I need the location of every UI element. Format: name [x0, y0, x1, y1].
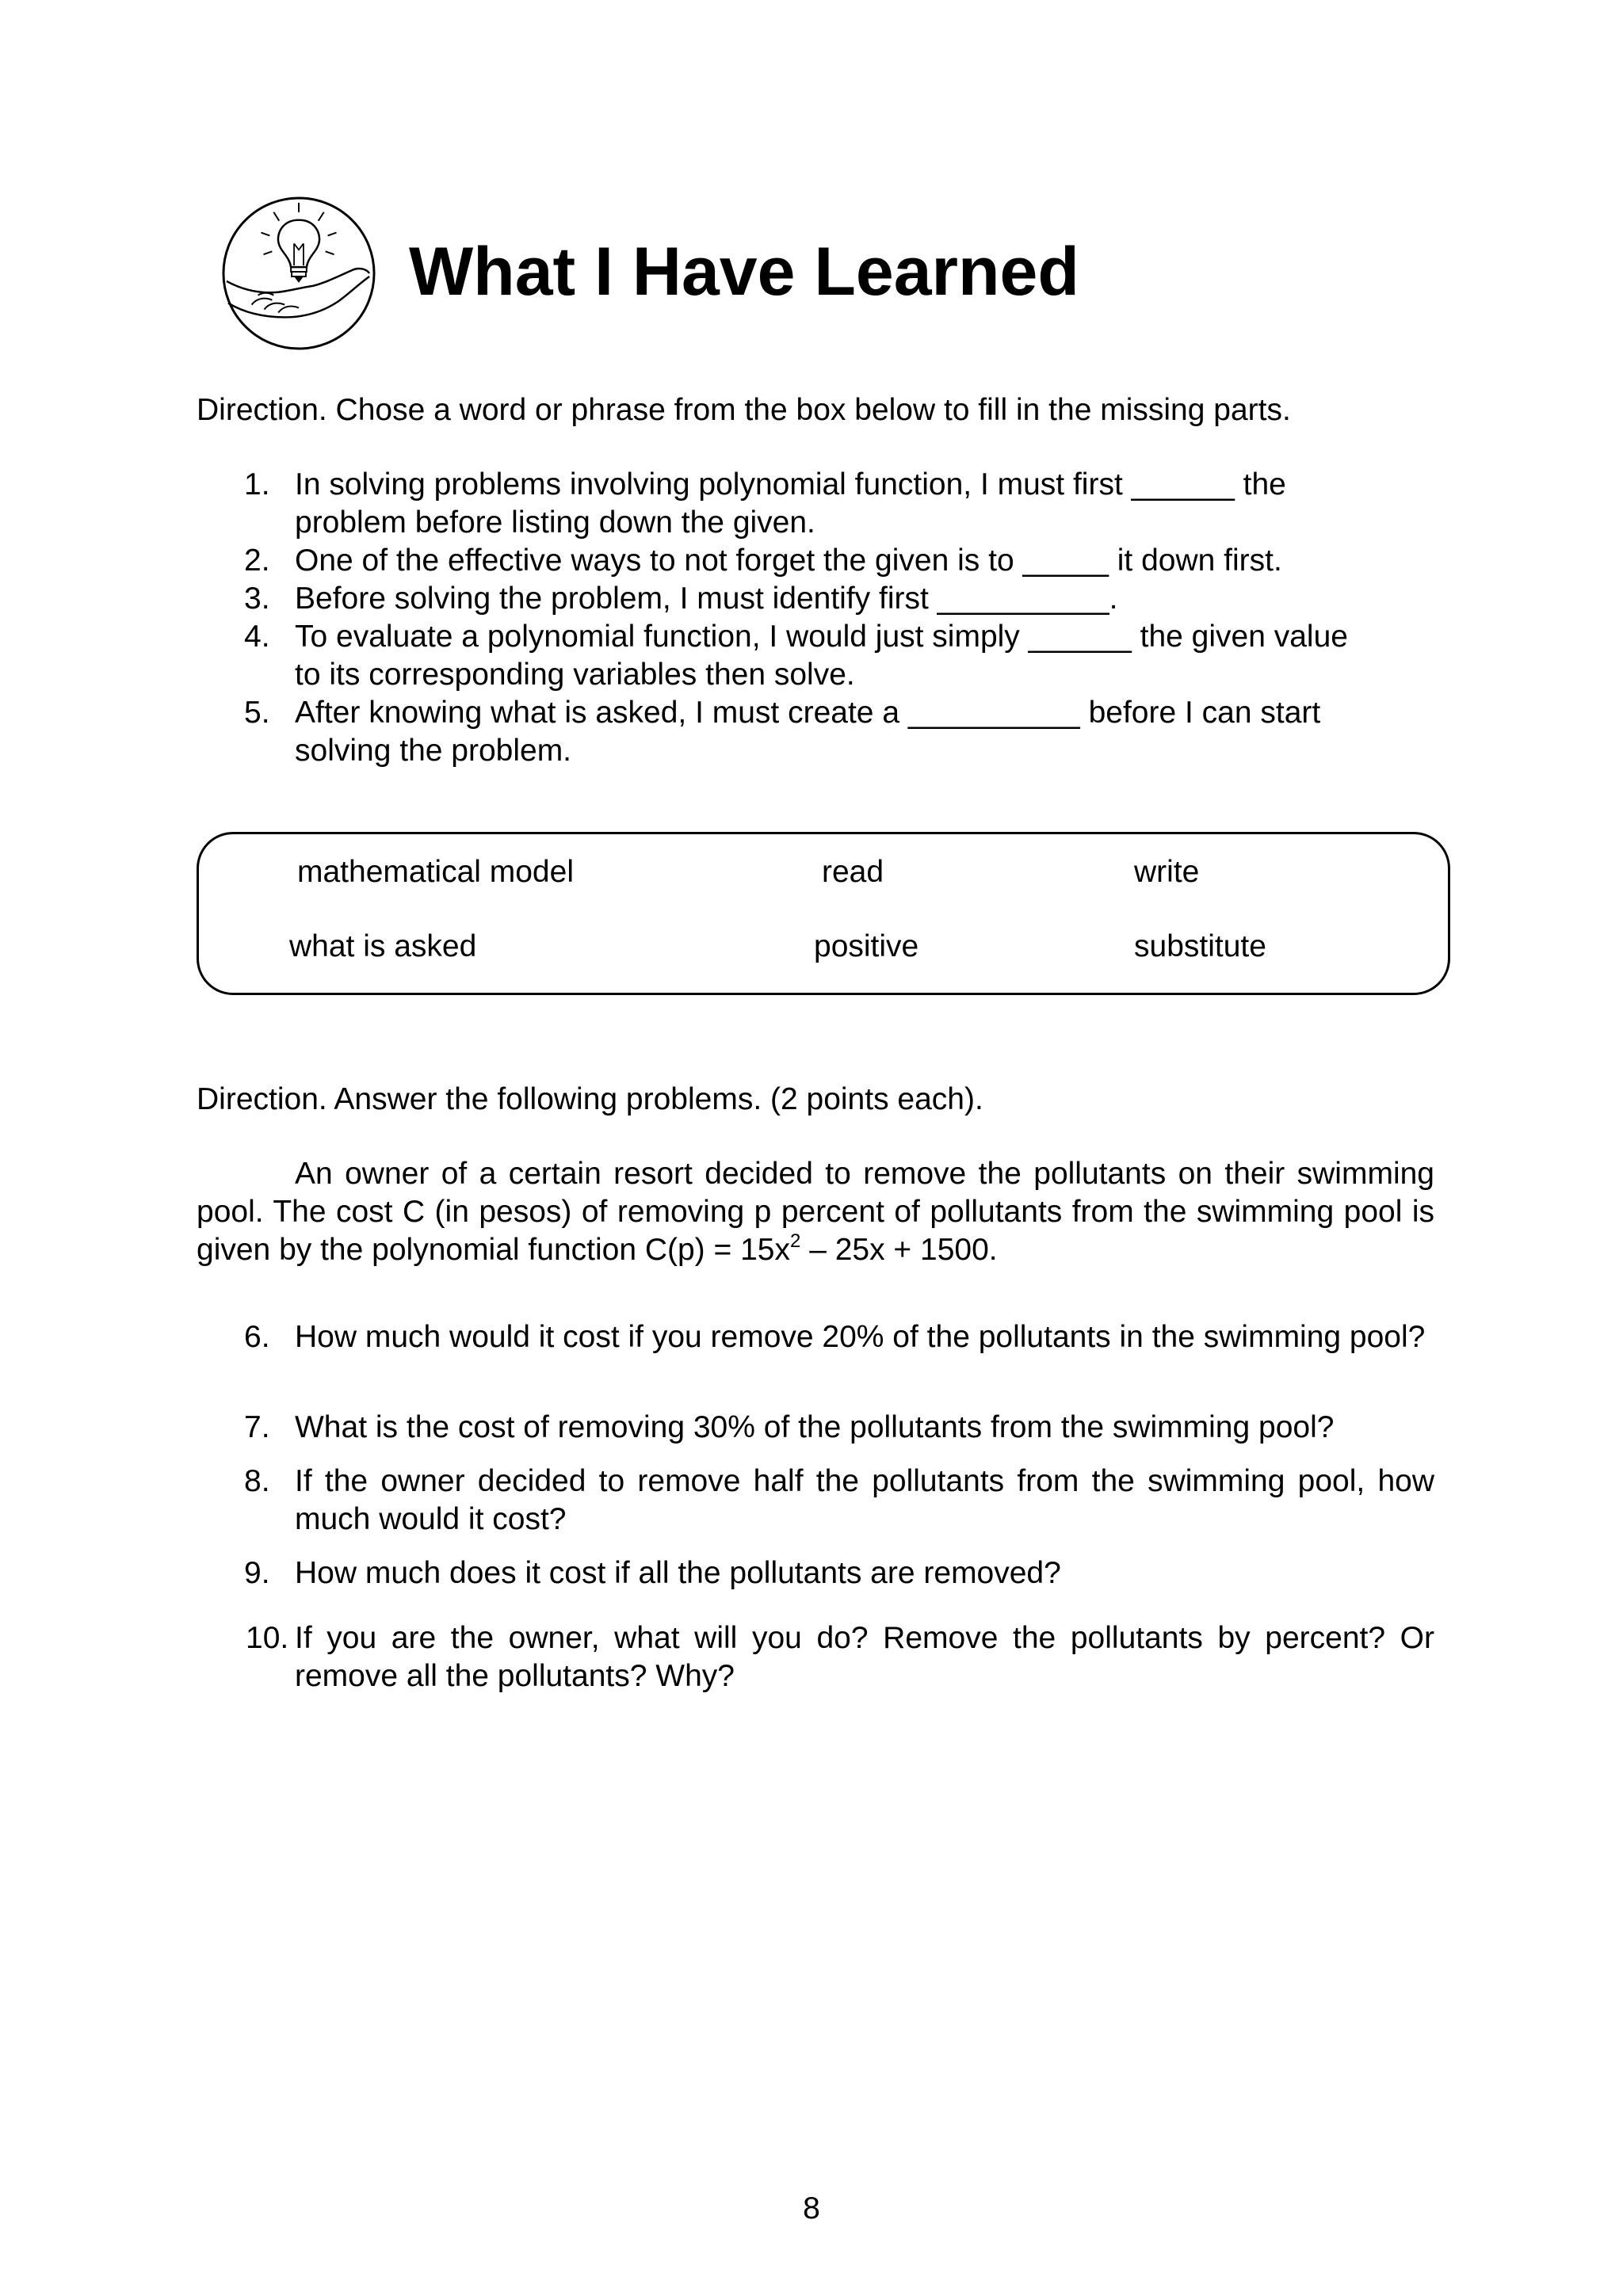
word-box [197, 832, 1450, 995]
question-text: One of the effective ways to not forget the given is to _____ it down first. [295, 543, 1282, 578]
question-text: What is the cost of removing 30% of the pollutants from the swimming pool? [295, 1410, 1335, 1444]
question-text: Before solving the problem, I must identify first __________. [295, 582, 1118, 616]
list-item: 4. To evaluate a polynomial function, I would just simply ______ the given value to its corresponding variables then solve. [197, 618, 1434, 694]
direction-2: Direction. Answer the following problems. (2 points each). [197, 1082, 983, 1116]
list-item: 5. After knowing what is asked, I must create a __________ before I can start solving the problem. [197, 694, 1434, 770]
lightbulb-in-hand-icon [220, 195, 377, 352]
list-item: 7. What is the cost of removing 30% of the pollutants from the swimming pool? [197, 1409, 1434, 1447]
word-choice: what is asked [289, 929, 477, 963]
question-text: If you are the owner, what will you do? Remove the pollutants by percent? Or remove all the pollutants? Why? [295, 1621, 1434, 1693]
question-text-continued: to its corresponding variables then solve. [295, 658, 855, 692]
word-choice: mathematical model [297, 855, 574, 889]
list-item: 9. How much does it cost if all the pollutants are removed? [197, 1554, 1434, 1592]
list-item: 2. One of the effective ways to not forget the given is to _____ it down first. [197, 542, 1434, 580]
question-text-continued: solving the problem. [295, 734, 572, 768]
question-text-continued: problem before listing down the given. [295, 505, 815, 540]
question-text: How much does it cost if all the pollutants are removed? [295, 1556, 1061, 1590]
word-choice: substitute [1134, 929, 1266, 963]
word-choice: write [1134, 855, 1200, 889]
direction-1: Direction. Chose a word or phrase from the box below to fill in the missing parts. [197, 393, 1291, 427]
word-choice: read [822, 855, 884, 889]
fill-in-list [197, 466, 1434, 770]
list-item: 8. If the owner decided to remove half the pollutants from the swimming pool, how much would it cost? [197, 1463, 1434, 1539]
question-text: After knowing what is asked, I must create a __________ before I can start [295, 696, 1321, 730]
page-number: 8 [803, 2191, 820, 2225]
list-item: 3. Before solving the problem, I must identify first __________. [197, 580, 1434, 618]
exponent: 2 [790, 1230, 801, 1252]
problem-paragraph: An owner of a certain resort decided to remove the pollutants on their swimming pool. The cost C (in pesos) of removing p percent of pollutants from the swimming pool is given by the polynomial function $C(p) = 15x^2 - 25x + 1500$. [197, 1157, 1434, 1267]
list-item: 10. If you are the owner, what will you do? Remove the pollutants by percent? Or remove all the pollutants? Why? [197, 1619, 1434, 1695]
question-text: If the owner decided to remove half the pollutants from the swimming pool, how much would it cost? [295, 1464, 1434, 1536]
list-item: 6. How much would it cost if you remove 20% of the pollutants in the swimming pool? [197, 1318, 1434, 1356]
list-item: 1. In solving problems involving polynomial function, I must first ______ the problem before listing down the given. [197, 466, 1434, 542]
question-text: To evaluate a polynomial function, I would just simply ______ the given value [295, 620, 1348, 654]
question-text: How much would it cost if you remove 20% of the pollutants in the swimming pool? [295, 1320, 1426, 1354]
page-title: What I Have Learned [409, 234, 1079, 310]
question-text: In solving problems involving polynomial function, I must first ______ the [295, 467, 1286, 502]
word-choice: positive [814, 929, 919, 963]
